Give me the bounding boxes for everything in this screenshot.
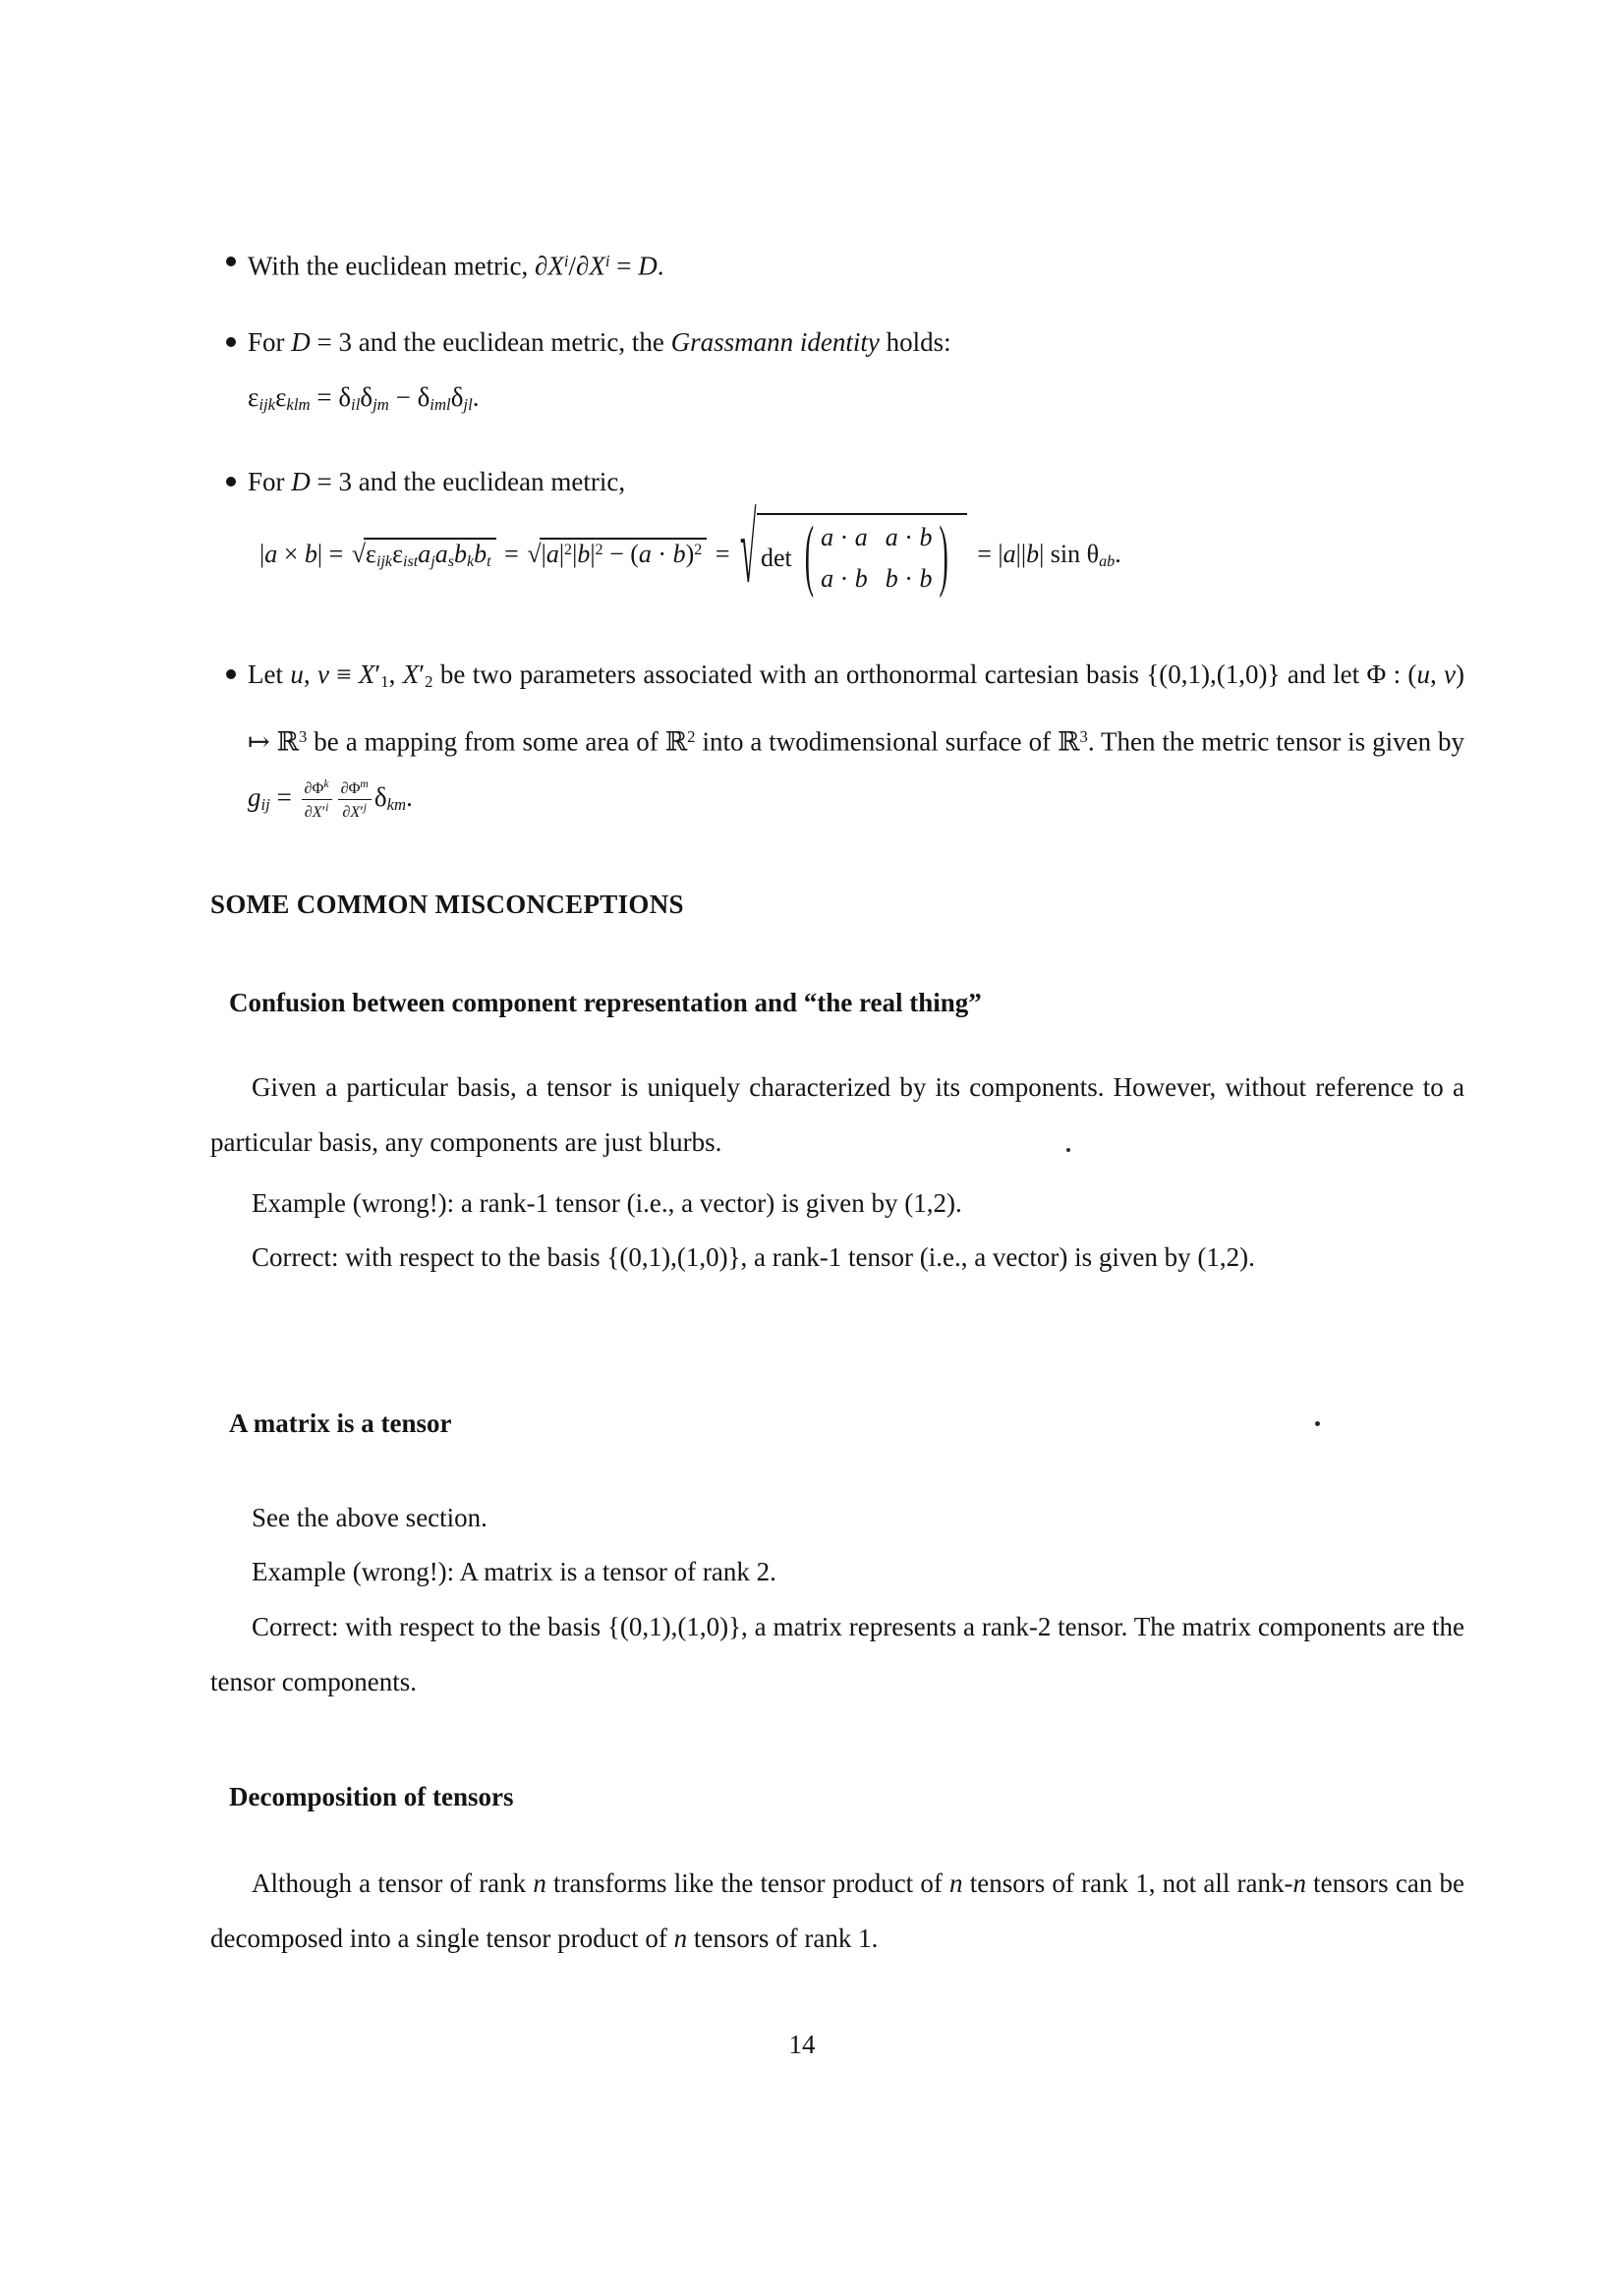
see-above-line: See the above section. — [252, 1503, 487, 1532]
bullet-dot — [226, 669, 236, 679]
grassmann-formula: $\varepsilon_{ijk}\varepsilon_{klm} = \delta_{il}\delta_{jm} - \delta_{iml}\delta_{jl}$. — [248, 382, 480, 415]
section-heading: SOME COMMON MISCONCEPTIONS — [210, 890, 684, 919]
bullet-text: Let u, $v \equiv X'_1$, $X'_2$ be two parameters associated with an orthonormal cartesian basis {(0,1),(1,0)} and let Φ : (u, v) ↦ ℝ$^3$ be a mapping from some area of ℝ$^2$ into a twodimensional surface of ℝ$^3$. Then the metric tensor is given by $g_{ij}$ = $\frac{\partial\Phi^k}{\partial X'^i}$ $\frac{\partial\Phi^m}{\partial X'^j}$ $\delta_{km}$. — [248, 660, 1465, 821]
paragraph: Although a tensor of rank n transforms like the tensor product of n tensors of rank 1, not all rank-n tensors can be decomposed into a single tensor product of n tensors of rank 1. — [210, 1868, 1464, 1953]
scan-artifact-dot — [1315, 1421, 1320, 1426]
subsection-heading-decomposition: Decomposition of tensors — [229, 1782, 514, 1811]
bullet-text: With the euclidean metric, $\partial X^i/\partial X^i = D$. — [248, 251, 664, 281]
bullet-intro: For D = 3 and the euclidean metric, — [248, 467, 626, 496]
example-wrong-line: Example (wrong!): A matrix is a tensor of rank 2. — [252, 1557, 776, 1586]
bullet-item-metric-tensor — [226, 647, 1464, 832]
correct-line: Correct: with respect to the basis {(0,1),(1,0)}, a matrix represents a rank-2 tensor. The matrix components are the tensor components. — [210, 1612, 1464, 1696]
bullet-text — [248, 454, 1484, 604]
paragraph: Given a particular basis, a tensor is uniquely characterized by its components. However, without reference to a particular basis, any components are just blurbs. — [210, 1072, 1464, 1157]
bullet-dot — [226, 337, 236, 347]
bullet-item-euclidean-metric — [226, 234, 1464, 293]
subsection-heading-matrix-tensor: A matrix is a tensor — [229, 1408, 452, 1438]
bullet-intro: For D = 3 and the euclidean metric, the Grassmann identity holds: — [248, 327, 951, 357]
bullet-text — [248, 315, 1464, 432]
bullet-item-grassmann-identity — [226, 315, 1464, 432]
bullet-dot — [226, 257, 236, 266]
subsection-heading-confusion: Confusion between component representation and “the real thing” — [229, 988, 982, 1017]
bullet-dot — [226, 477, 236, 487]
correct-line: Correct: with respect to the basis {(0,1),(1,0)}, a rank-1 tensor (i.e., a vector) is given by (1,2). — [252, 1242, 1255, 1272]
bullet-item-cross-product — [226, 454, 1484, 604]
example-wrong-line: Example (wrong!): a rank-1 tensor (i.e., a vector) is given by (1,2). — [252, 1188, 962, 1218]
scan-artifact-dot — [1066, 1148, 1070, 1152]
page-number: 14 — [788, 2030, 816, 2059]
cross-product-formula: $|a \times b| = √\varepsilon_{ijk}\varepsilon_{ist}a_ja_sb_kb_t = √|a|^2|b|^2 - (a \cdot b)^2$ = √ det ( a · a a · b a · b b · b ) = |a||b| $\sin \theta_{ab}$. — [259, 496, 1121, 604]
